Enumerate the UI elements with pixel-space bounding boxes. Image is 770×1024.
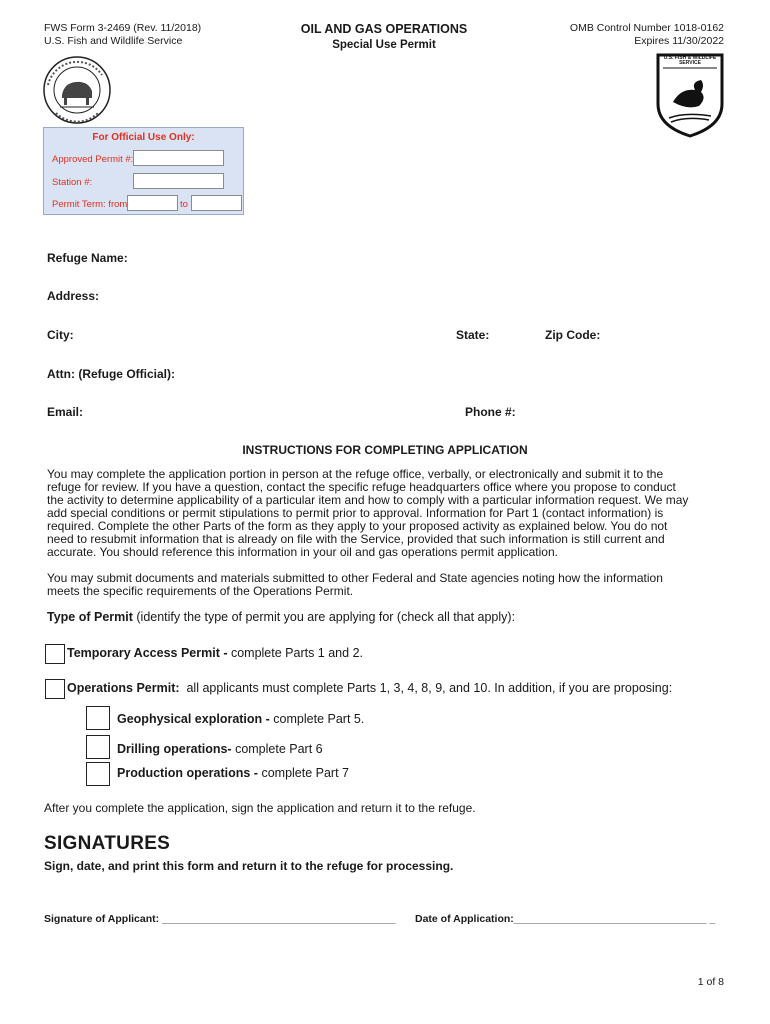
- operations-permit-label: Operations Permit:: [67, 681, 180, 695]
- drilling-label: Drilling operations-: [117, 742, 236, 756]
- application-date-field[interactable]: Date of Application:_________________________________ _: [415, 913, 716, 925]
- zip-code-label: Zip Code:: [545, 328, 601, 342]
- temporary-access-option: [67, 647, 363, 660]
- permit-term-label: Permit Term: from: [52, 199, 128, 210]
- temporary-access-checkbox[interactable]: [45, 644, 65, 664]
- drilling-option: [117, 743, 323, 756]
- operations-permit-option: [67, 682, 672, 695]
- expiration-date: Expires 11/30/2022: [634, 35, 724, 47]
- production-checkbox[interactable]: [86, 762, 110, 786]
- page-number: 1 of 8: [697, 976, 724, 988]
- approved-permit-label: Approved Permit #:: [52, 154, 134, 165]
- approved-permit-input[interactable]: [133, 150, 224, 166]
- drilling-text: complete Part 6: [235, 742, 323, 756]
- geophysical-text: complete Part 5.: [273, 712, 365, 726]
- instructions-paragraph-2: [47, 572, 747, 598]
- attn-label: Attn: (Refuge Official):: [47, 367, 175, 381]
- page-subtitle: Special Use Permit: [332, 39, 436, 51]
- applicant-signature-field[interactable]: Signature of Applicant: ________________________________________: [44, 913, 396, 925]
- type-of-permit-label: Type of Permit: [47, 610, 133, 624]
- p1-line: need to resubmit information that is already on file with the Service, provided that such information is still current and: [47, 532, 665, 546]
- station-input[interactable]: [133, 173, 224, 189]
- production-option: [117, 767, 349, 780]
- fws-logo-text: U.S. FISH & WILDLIFE SERVICE: [663, 55, 717, 66]
- p1-line: add special conditions or permit stipulations to permit prior to approval. Information for Part 1 (contact information) is: [47, 506, 664, 520]
- p1-line: accurate. You should reference this information in your oil and gas operations permit application.: [47, 545, 558, 559]
- drilling-checkbox[interactable]: [86, 735, 110, 759]
- permit-term-from-input[interactable]: [127, 195, 178, 211]
- state-label: State:: [456, 328, 490, 342]
- official-use-title: For Official Use Only:: [92, 132, 195, 143]
- signatures-instruction: Sign, date, and print this form and return it to the refuge for processing.: [44, 859, 454, 873]
- temporary-access-text: complete Parts 1 and 2.: [230, 646, 363, 660]
- p1-line: refuge for review. If you have a question, contact the specific refuge headquarters office where you propose to conduct: [47, 480, 676, 494]
- page-title: OIL AND GAS OPERATIONS: [300, 22, 468, 36]
- p2-line: You may submit documents and materials submitted to other Federal and State agencies noting how the information: [47, 571, 663, 585]
- omb-number: OMB Control Number 1018-0162: [569, 22, 724, 34]
- doi-seal-icon: [42, 55, 112, 125]
- production-text: complete Part 7: [261, 766, 349, 780]
- operations-permit-checkbox[interactable]: [45, 679, 65, 699]
- phone-label: Phone #:: [465, 405, 516, 419]
- after-complete-text: After you complete the application, sign the application and return it to the refuge.: [44, 801, 476, 815]
- permit-term-to-input[interactable]: [191, 195, 242, 211]
- city-label: City:: [47, 328, 74, 342]
- type-of-permit-line: [47, 611, 515, 624]
- p1-line: required. Complete the other Parts of the form as they apply to your proposed activity as explained below. You do not: [47, 519, 668, 533]
- email-label: Email:: [47, 405, 84, 419]
- station-label: Station #:: [52, 177, 93, 188]
- geophysical-label: Geophysical exploration -: [117, 712, 274, 726]
- agency-name: U.S. Fish and Wildlife Service: [44, 35, 183, 47]
- p2-line: meets the specific requirements of the Operations Permit.: [47, 584, 354, 598]
- instructions-paragraph-1: [47, 468, 747, 559]
- official-use-box: [43, 127, 244, 215]
- operations-permit-text: all applicants must complete Parts 1, 3, 4, 8, 9, and 10. In addition, if you are proposing:: [179, 681, 673, 695]
- temporary-access-label: Temporary Access Permit -: [67, 646, 231, 660]
- instructions-heading: INSTRUCTIONS FOR COMPLETING APPLICATION: [242, 443, 528, 457]
- refuge-name-label: Refuge Name:: [47, 251, 128, 265]
- geophysical-checkbox[interactable]: [86, 706, 110, 730]
- p1-line: the activity to determine applicability of a particular item and how to comply with a particular information request. We may: [47, 493, 689, 507]
- p1-line: You may complete the application portion in person at the refuge office, verbally, or electronically and submit it to the: [47, 467, 664, 481]
- signatures-heading: SIGNATURES: [44, 833, 171, 854]
- form-number: FWS Form 3-2469 (Rev. 11/2018): [44, 22, 202, 34]
- production-label: Production operations -: [117, 766, 262, 780]
- type-of-permit-text: (identify the type of permit you are applying for (check all that apply):: [132, 610, 516, 624]
- address-label: Address:: [47, 289, 100, 303]
- fws-shield-logo: [655, 52, 725, 138]
- permit-term-to-label: to: [180, 199, 188, 210]
- geophysical-option: [117, 713, 364, 726]
